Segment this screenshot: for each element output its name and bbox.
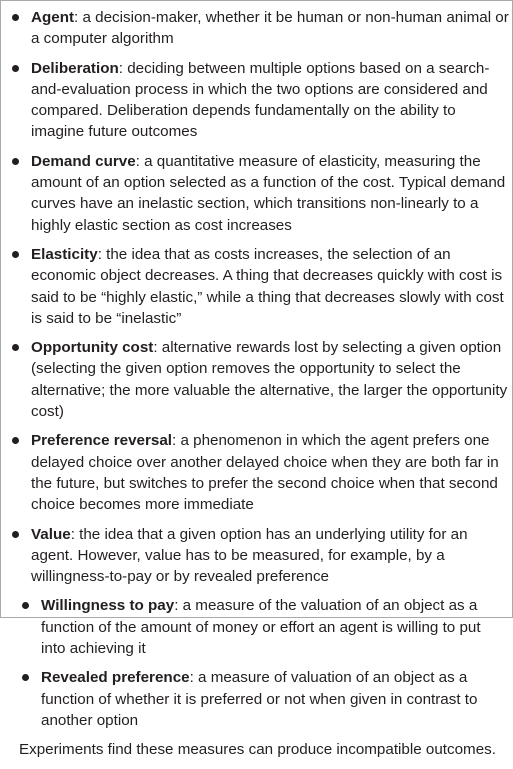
glossary-entry-preference-reversal: [9, 430, 509, 515]
entry-definition: : alternative rewards lost by selecting a given option (selecting the given option removes the opportunity to select the alternative; the more valuable the alternative, the larger the opportunity cost): [31, 339, 508, 421]
entry-term: Elasticity: [31, 245, 98, 263]
entry-definition: : a decision-maker, whether it be human or non-human animal or a computer algorithm: [31, 9, 509, 48]
bullet-icon: [12, 437, 19, 444]
entry-definition: : a measure of valuation of an object as a function of whether it is preferred or not when given in contrast to another option: [41, 669, 478, 729]
bullet-icon: [12, 158, 19, 165]
entry-definition: : a quantitative measure of elasticity, measuring the amount of an option selected as a function of the cost. Typical demand curves have an inelastic section, which transitions non-linearly to a highly elastic section as cost increases: [31, 152, 506, 234]
bullet-icon: [22, 674, 29, 681]
glossary-entry-elasticity: [9, 244, 509, 329]
closing-note: Experiments find these measures can produce incompatible outcomes.: [19, 741, 496, 759]
bullet-icon: [12, 14, 19, 21]
glossary-list: [9, 7, 509, 769]
bullet-icon: [12, 65, 19, 72]
entry-definition: : a measure of the valuation of an object as a function of the amount of money or effort an agent is willing to put into achieving it: [41, 597, 481, 658]
bullet-icon: [12, 251, 19, 258]
entry-definition: : the idea that as costs increases, the selection of an economic object decreases. A thing that decreases quickly with cost is said to be “highly elastic,” while a thing that decreases slowly with cost is said to be “inelastic”: [31, 245, 504, 327]
glossary-sub-entry-willingness-to-pay: [19, 595, 509, 659]
entry-term: Revealed preference: [41, 669, 190, 687]
entry-definition: : a phenomenon in which the agent prefers one delayed choice over another delayed choice when they are both far in the future, but switches to prefer the second choice when that second choice becomes more immediate: [31, 432, 499, 514]
entry-term: Deliberation: [31, 59, 119, 77]
entry-definition: : the idea that a given option has an underlying utility for an agent. However, value has to be measured, for example, by a willingness-to-pay or by revealed preference: [31, 525, 468, 586]
glossary-entry-deliberation: [9, 58, 509, 143]
glossary-entry-opportunity-cost: [9, 337, 509, 422]
bullet-icon: [12, 344, 19, 351]
entry-term: Willingness to pay: [41, 597, 175, 615]
glossary-entry-value: [9, 524, 509, 761]
entry-term: Preference reversal: [31, 432, 173, 450]
entry-term: Opportunity cost: [31, 339, 154, 357]
glossary-entry-agent: [9, 7, 509, 50]
glossary-sub-entry-revealed-preference: [19, 667, 509, 731]
bullet-icon: [22, 602, 29, 609]
bullet-icon: [12, 531, 19, 538]
entry-term: Agent: [31, 9, 75, 26]
entry-term: Demand curve: [31, 152, 136, 170]
entry-term: Value: [31, 525, 71, 543]
value-sub-list: [19, 595, 509, 731]
glossary-entry-demand-curve: [9, 151, 509, 236]
entry-definition: : deciding between multiple options based on a search-and-evaluation process in which the two options are considered and compared. Deliberation depends fundamentally on the ability to imagine future outcomes: [31, 59, 490, 141]
